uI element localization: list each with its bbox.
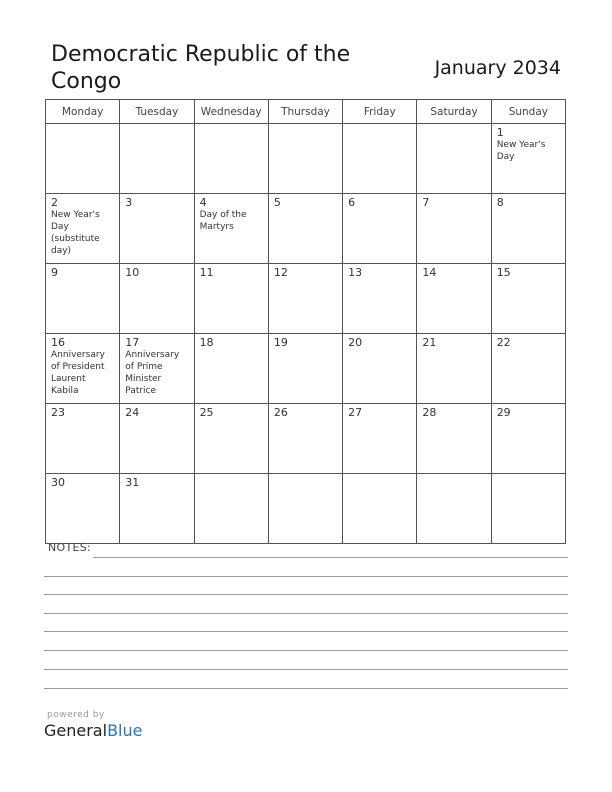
day-number: 20: [348, 336, 363, 349]
day-cell: [46, 264, 120, 334]
day-cell: [120, 264, 194, 334]
notes-line: [44, 650, 568, 651]
day-number: 16: [51, 336, 65, 349]
notes-line: [44, 631, 568, 632]
day-number: 28: [422, 406, 437, 419]
day-cell: [343, 334, 417, 404]
day-cell: [343, 194, 417, 264]
day-cell: [343, 124, 417, 194]
day-number: 3: [125, 196, 133, 209]
weekday-header: Thursday: [268, 100, 342, 124]
day-number: 22: [496, 336, 511, 349]
day-cell: [120, 124, 194, 194]
day-number: 1: [496, 126, 504, 139]
day-number: 8: [496, 196, 504, 209]
day-cell: [343, 404, 417, 474]
week-row: [46, 124, 566, 194]
week-row: [46, 404, 566, 474]
day-cell: [194, 474, 268, 544]
day-number: 10: [125, 266, 140, 279]
weekday-header: Saturday: [417, 100, 491, 124]
powered-by-label: powered by: [47, 710, 105, 720]
day-number: 19: [273, 336, 288, 349]
day-number: 14: [422, 266, 437, 279]
day-cell: [120, 404, 194, 474]
day-number: 29: [496, 406, 511, 419]
day-cell: [120, 474, 194, 544]
day-cell: [194, 334, 268, 404]
notes-label: NOTES:: [48, 541, 92, 554]
month-year-heading: January 2034: [434, 57, 561, 79]
weekday-header: Sunday: [491, 100, 565, 124]
day-number: 5: [273, 196, 281, 209]
weekday-header-row: [46, 100, 566, 124]
weekday-header: Monday: [46, 100, 120, 124]
weekday-header: Tuesday: [120, 100, 194, 124]
day-cell: [417, 404, 491, 474]
day-number: 15: [496, 266, 511, 279]
day-number: 21: [422, 336, 437, 349]
holiday-label: Anniversary of Prime Minister Patrice: [125, 350, 180, 396]
week-row: [46, 264, 566, 334]
day-cell: [194, 404, 268, 474]
day-cell: [120, 334, 194, 404]
day-cell: [417, 474, 491, 544]
day-cell: [194, 124, 268, 194]
day-number: 13: [348, 266, 363, 279]
day-number: 31: [125, 476, 140, 489]
week-row: [46, 334, 566, 404]
day-cell: [491, 474, 565, 544]
holiday-label: New Year's Day (substitute day): [51, 210, 100, 256]
day-cell: [46, 334, 120, 404]
generalblue-logo[interactable]: [44, 721, 142, 740]
day-cell: [194, 194, 268, 264]
holiday-label: Day of the Martyrs: [199, 210, 247, 232]
day-cell: [268, 404, 342, 474]
day-cell: [491, 124, 565, 194]
day-number: 17: [125, 336, 140, 349]
calendar-grid: [45, 99, 566, 544]
day-cell: [343, 474, 417, 544]
day-number: 30: [51, 476, 65, 489]
day-cell: [46, 124, 120, 194]
holiday-label: Anniversary of President Laurent Kabila: [51, 350, 105, 396]
notes-line: [44, 594, 568, 595]
day-number: 27: [348, 406, 363, 419]
day-cell: [491, 264, 565, 334]
day-number: 23: [51, 406, 65, 419]
day-number: 9: [51, 266, 58, 279]
day-cell: [268, 264, 342, 334]
day-cell: [417, 334, 491, 404]
week-row: [46, 194, 566, 264]
holiday-label: New Year's Day: [496, 140, 546, 162]
day-cell: [343, 264, 417, 334]
day-cell: [417, 124, 491, 194]
day-cell: [491, 404, 565, 474]
notes-line: [44, 613, 568, 614]
day-cell: [46, 194, 120, 264]
day-number: 7: [422, 196, 430, 209]
day-number: 24: [125, 406, 140, 419]
weekday-header: Friday: [343, 100, 417, 124]
day-cell: [268, 194, 342, 264]
weekday-header: Wednesday: [194, 100, 268, 124]
day-cell: [268, 334, 342, 404]
day-cell: [268, 124, 342, 194]
brand-general-text: General: [44, 721, 108, 740]
day-cell: [491, 334, 565, 404]
notes-line: [44, 669, 568, 670]
day-number: 12: [273, 266, 288, 279]
day-cell: [268, 474, 342, 544]
day-cell: [46, 404, 120, 474]
notes-line: [44, 576, 568, 577]
brand-blue-text: Blue: [107, 721, 143, 740]
day-number: 2: [51, 196, 58, 209]
day-number: 25: [199, 406, 214, 419]
day-number: 4: [199, 196, 207, 209]
notes-line: [44, 688, 568, 689]
day-number: 6: [348, 196, 356, 209]
notes-line: [93, 557, 568, 558]
page-title: Democratic Republic of the Congo: [51, 42, 351, 94]
day-number: 26: [273, 406, 288, 419]
day-cell: [417, 194, 491, 264]
week-row: [46, 474, 566, 544]
day-cell: [491, 194, 565, 264]
day-number: 18: [199, 336, 214, 349]
day-number: 11: [199, 266, 214, 279]
day-cell: [417, 264, 491, 334]
day-cell: [46, 474, 120, 544]
day-cell: [194, 264, 268, 334]
day-cell: [120, 194, 194, 264]
